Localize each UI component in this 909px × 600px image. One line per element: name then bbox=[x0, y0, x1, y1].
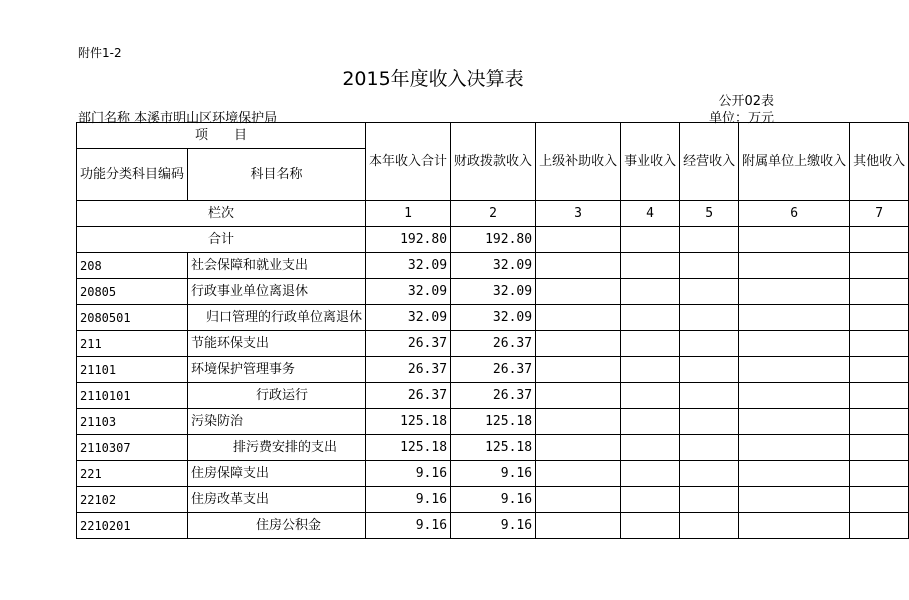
row-total: 9.16 bbox=[366, 487, 451, 513]
row-fiscal: 9.16 bbox=[451, 487, 536, 513]
column-index-label: 栏次 bbox=[77, 201, 366, 227]
attachment-label: 附件1-2 bbox=[78, 46, 122, 60]
row-code: 208 bbox=[77, 253, 188, 279]
department-name: 部门名称 本溪市明山区环境保护局 bbox=[78, 111, 278, 126]
row-total: 26.37 bbox=[366, 331, 451, 357]
row-fiscal: 9.16 bbox=[451, 461, 536, 487]
header-affiliated: 附属单位上缴收入 bbox=[739, 123, 850, 201]
form-code: 公开02表 bbox=[718, 94, 774, 109]
header-subject-name: 科目名称 bbox=[188, 149, 366, 201]
table-row bbox=[77, 409, 909, 435]
total-income-value: 192.80 bbox=[366, 227, 451, 253]
row-code: 2080501 bbox=[77, 305, 188, 331]
table-row bbox=[77, 279, 909, 305]
row-fiscal: 32.09 bbox=[451, 279, 536, 305]
column-index: 3 bbox=[536, 201, 621, 227]
row-total: 9.16 bbox=[366, 513, 451, 539]
total-fiscal-value: 192.80 bbox=[451, 227, 536, 253]
row-name: 行政事业单位离退休 bbox=[188, 279, 366, 305]
row-fiscal: 125.18 bbox=[451, 435, 536, 461]
row-name: 环境保护管理事务 bbox=[188, 357, 366, 383]
table-row bbox=[77, 461, 909, 487]
income-table bbox=[76, 122, 909, 539]
row-code: 2110101 bbox=[77, 383, 188, 409]
row-code: 21101 bbox=[77, 357, 188, 383]
row-total: 26.37 bbox=[366, 357, 451, 383]
row-name: 住房公积金 bbox=[188, 513, 366, 539]
header-total-income: 本年收入合计 bbox=[366, 123, 451, 201]
row-total: 9.16 bbox=[366, 461, 451, 487]
total-label: 合计 bbox=[77, 227, 366, 253]
table-row bbox=[77, 357, 909, 383]
row-total: 32.09 bbox=[366, 305, 451, 331]
unit-label: 单位：万元 bbox=[708, 111, 774, 126]
row-fiscal: 26.37 bbox=[451, 383, 536, 409]
row-code: 20805 bbox=[77, 279, 188, 305]
row-name: 住房改革支出 bbox=[188, 487, 366, 513]
header-func-code: 功能分类科目编码 bbox=[77, 149, 188, 201]
row-code: 211 bbox=[77, 331, 188, 357]
row-fiscal: 32.09 bbox=[451, 305, 536, 331]
row-fiscal: 32.09 bbox=[451, 253, 536, 279]
table-row bbox=[77, 487, 909, 513]
row-fiscal: 9.16 bbox=[451, 513, 536, 539]
page-title: 2015年度收入决算表 bbox=[342, 68, 524, 90]
header-other: 其他收入 bbox=[850, 123, 909, 201]
column-index: 7 bbox=[850, 201, 909, 227]
row-total: 32.09 bbox=[366, 253, 451, 279]
row-name: 节能环保支出 bbox=[188, 331, 366, 357]
column-index: 1 bbox=[366, 201, 451, 227]
table-row bbox=[77, 383, 909, 409]
header-operating: 经营收入 bbox=[680, 123, 739, 201]
row-name: 社会保障和就业支出 bbox=[188, 253, 366, 279]
row-total: 32.09 bbox=[366, 279, 451, 305]
table-row bbox=[77, 513, 909, 539]
row-fiscal: 26.37 bbox=[451, 357, 536, 383]
row-code: 2110307 bbox=[77, 435, 188, 461]
header-business: 事业收入 bbox=[621, 123, 680, 201]
column-index: 4 bbox=[621, 201, 680, 227]
row-name: 行政运行 bbox=[188, 383, 366, 409]
total-row bbox=[77, 227, 909, 253]
table-row bbox=[77, 435, 909, 461]
row-total: 125.18 bbox=[366, 435, 451, 461]
table-row bbox=[77, 253, 909, 279]
row-code: 22102 bbox=[77, 487, 188, 513]
row-name: 污染防治 bbox=[188, 409, 366, 435]
row-fiscal: 26.37 bbox=[451, 331, 536, 357]
column-index: 5 bbox=[680, 201, 739, 227]
column-index: 2 bbox=[451, 201, 536, 227]
row-total: 26.37 bbox=[366, 383, 451, 409]
row-name: 归口管理的行政单位离退休 bbox=[188, 305, 366, 331]
column-index: 6 bbox=[739, 201, 850, 227]
row-fiscal: 125.18 bbox=[451, 409, 536, 435]
header-item: 项 目 bbox=[77, 123, 366, 149]
row-name: 住房保障支出 bbox=[188, 461, 366, 487]
row-code: 21103 bbox=[77, 409, 188, 435]
row-code: 2210201 bbox=[77, 513, 188, 539]
row-code: 221 bbox=[77, 461, 188, 487]
row-name: 排污费安排的支出 bbox=[188, 435, 366, 461]
table-row bbox=[77, 305, 909, 331]
table-row bbox=[77, 331, 909, 357]
header-superior: 上级补助收入 bbox=[536, 123, 621, 201]
header-fiscal: 财政拨款收入 bbox=[451, 123, 536, 201]
row-total: 125.18 bbox=[366, 409, 451, 435]
